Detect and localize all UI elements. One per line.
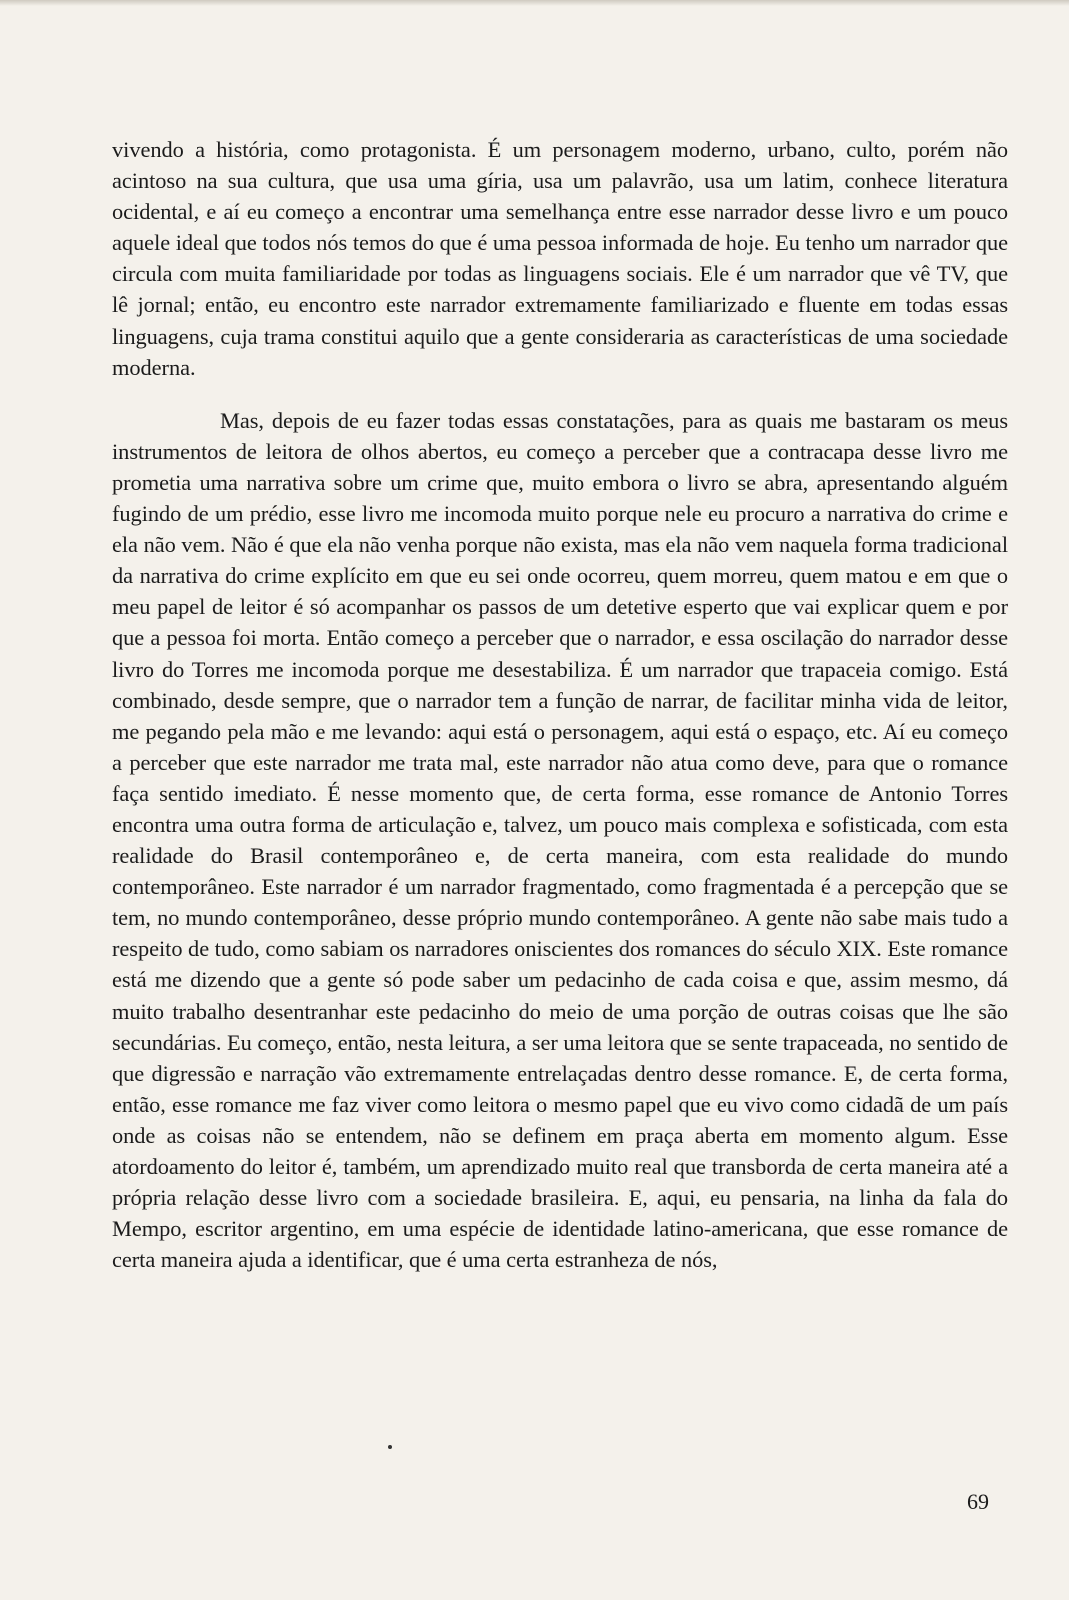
paragraph-1: vivendo a história, como protagonista. É um personagem moderno, urbano, culto, porém não acintoso na sua cultura, que usa uma gíria, usa um palavrão, usa um latim, conhece literatura ocidental, e aí eu começo a encontrar uma semelhança entre esse narrador desse livro e um pouco aquele ideal que todos nós temos do que é uma pessoa informada de hoje. Eu tenho um narrador que circula com muita familiaridade por todas as linguagens sociais. Ele é um narrador que vê TV, que lê jornal; então, eu encontro este narrador extremamente familiarizado e fluente em todas essas linguagens, cuja trama constitui aquilo que a gente consideraria as características de uma sociedade moderna.: [112, 137, 1008, 380]
scan-speck: [388, 1445, 392, 1449]
page-number: 69: [967, 1489, 989, 1514]
paragraph-2: Mas, depois de eu fazer todas essas constatações, para as quais me bastaram os meus instrumentos de leitora de olhos abertos, eu começo a perceber que a contracapa desse livro me prometia uma narrativa sobre um crime que, muito embora o livro se abra, apresentando alguém fugindo de um prédio, esse livro me incomoda muito porque nele eu procuro a narrativa do crime e ela não vem. Não é que ela não venha porque não exista, mas ela não vem naquela forma tradicional da narrativa do crime explícito em que eu sei onde ocorreu, quem morreu, quem matou e em que o meu papel de leitor é só acompanhar os passos de um detetive esperto que vai explicar quem e por que a pessoa foi morta. Então começo a perceber que o narrador, e essa oscilação do narrador desse livro do Torres me incomoda porque me desestabiliza. É um narrador que trapaceia comigo. Está combinado, desde sempre, que o narrador tem a função de narrar, de facilitar minha vida de leitor, me pegando pela mão e me levando: aqui está o personagem, aqui está o espaço, etc. Aí eu começo a perceber que este narrador me trata mal, este narrador não atua como deve, para que o romance faça sentido imediato. É nesse momento que, de certa forma, esse romance de Antonio Torres encontra uma outra forma de articulação e, talvez, um pouco mais complexa e sofisticada, com esta realidade do Brasil contemporâneo e, de certa maneira, com esta realidade do mundo contemporâneo. Este narrador é um narrador fragmentado, como fragmentada é a percepção que se tem, no mundo contemporâneo, desse próprio mundo contemporâneo. A gente não sabe mais tudo a respeito de tudo, como sabiam os narradores oniscientes dos romances do século XIX. Este romance está me dizendo que a gente só pode saber um pedacinho de cada coisa e que, assim mesmo, dá muito trabalho desentranhar este pedacinho do meio de uma porção de outras coisas que lhe são secundárias. Eu começo, então, nesta leitura, a ser uma leitora que se sente trapaceada, no sentido de que digressão e narração vão extremamente entrelaçadas dentro desse romance. E, de certa forma, então, esse romance me faz viver como leitora o mesmo papel que eu vivo como cidadã de um país onde as coisas não se entendem, não se definem em praça aberta em momento algum. Esse atordoamento do leitor é, também, um aprendizado muito real que transborda de certa maneira até a própria relação desse livro com a sociedade brasileira. E, aqui, eu pensaria, na linha da fala do Mempo, escritor argentino, em uma espécie de identidade latino-americana, que esse romance de certa maneira ajuda a identificar, que é uma certa estranheza de nós,: [112, 407, 1008, 1273]
page-top-edge: [0, 0, 1069, 6]
page-body: [112, 134, 1008, 1275]
